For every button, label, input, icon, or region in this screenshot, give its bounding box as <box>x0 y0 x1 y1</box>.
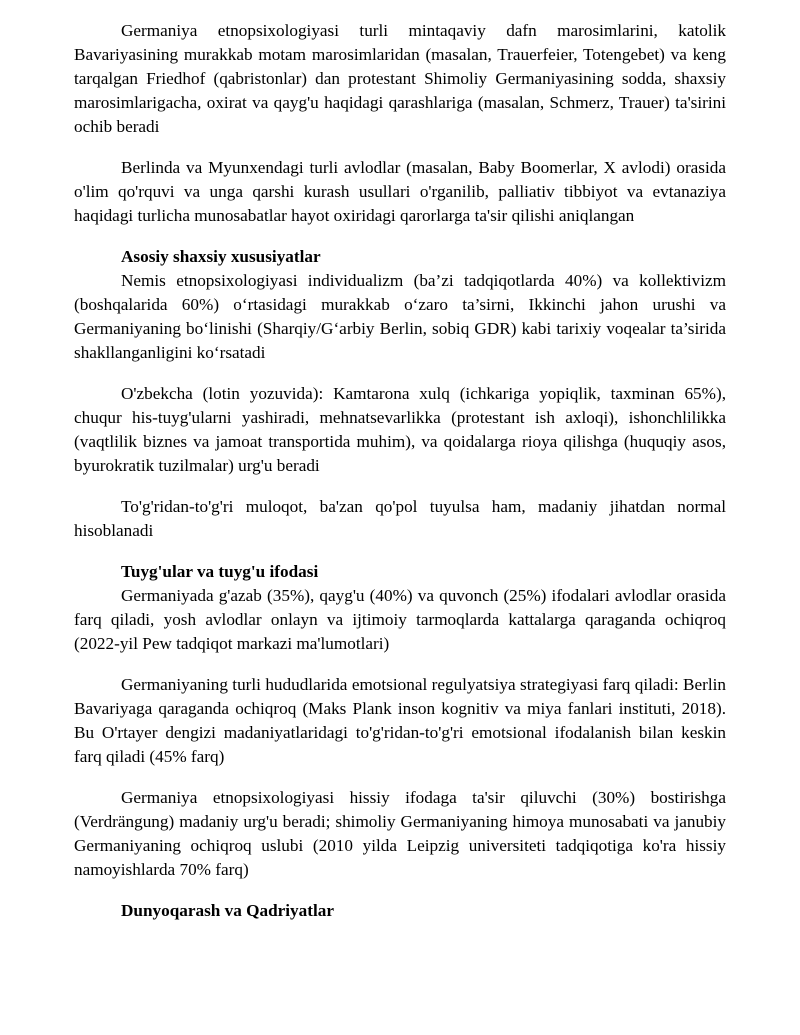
paragraph-suppression: Germaniya etnopsixologiyasi hissiy ifodaga ta'sir qiluvchi (30%) bostirishga (Verdrängung) madaniy urg'u beradi; shimoliy Germaniyaning himoya munosabati va janubiy Germaniyaning ochiqroq uslubi (2010 yilda Leipzig universiteti tadqiqotiga ko'ra hissiy namoyishlarda 70% farq) <box>74 788 726 879</box>
paragraph-funeral-rites: Germaniya etnopsixologiyasi turli mintaqaviy dafn marosimlarini, katolik Bavariyasining murakkab motam marosimlaridan (masalan, Trauerfeier, Totengebet) va keng tarqalgan Friedhof (qabristonlar) dan protestant Shimoliy Germaniyasining sodda, shaxsiy marosimlarigacha, oxirat va qayg'u haqidagi qarashlariga (masalan, Schmerz, Trauer) ta'sirini ochib beradi <box>74 21 726 136</box>
paragraph-death-attitudes: Berlinda va Myunxendagi turli avlodlar (masalan, Baby Boomerlar, X avlodi) orasida o'lim qo'rquvi va unga qarshi kurash usullari o'rganilib, palliativ tibbiyot va evtanaziya haqidagi turlicha munosabatlar hayot oxiridagi qarorlarga ta'sir qilishi aniqlangan <box>74 158 726 225</box>
paragraph-emotion-expression: Germaniyada g'azab (35%), qayg'u (40%) va quvonch (25%) ifodalari avlodlar orasida farq qiladi, yosh avlodlar onlayn va ijtimoiy tarmoqlarda kattalarga qaraganda ochiqroq (2022-yil Pew tadqiqot markazi ma'lumotlari) <box>74 586 726 653</box>
paragraph-direct-communication: To'g'ridan-to'g'ri muloqot, ba'zan qo'pol tuyulsa ham, madaniy jihatdan normal hisoblanadi <box>74 497 726 540</box>
paragraph-emotional-regulation: Germaniyaning turli hududlarida emotsional regulyatsiya strategiyasi farq qiladi: Berlin Bavariyaga qaraganda ochiqroq (Maks Plank inson kognitiv va miya fanlari instituti, 2018). Bu O'rtayer dengizi madaniyatlaridagi to'g'ridan-to'g'ri emotsional ifodalanish bilan keskin farq qiladi (45% farq) <box>74 675 726 766</box>
paragraph-modest-behavior: O'zbekcha (lotin yozuvida): Kamtarona xulq (ichkariga yopiqlik, taxminan 65%), chuqur his-tuyg'ularni yashiradi, mehnatsevarlikka (protestant ish axloqi), ishonchlilikka (vaqtlilik biznes va jamoat transportida muhim), va qoidalarga rioya qilishga (huquqiy asos, byurokratik tuzilmalar) urg'u beradi <box>74 384 726 475</box>
section-heading-worldview: Dunyoqarash va Qadriyatlar <box>121 901 334 920</box>
section-heading-personal-traits: Asosiy shaxsiy xususiyatlar <box>121 247 321 266</box>
section-heading-emotions: Tuyg'ular va tuyg'u ifodasi <box>121 562 319 581</box>
paragraph-individualism-collectivism: Nemis etnopsixologiyasi individualizm (ba’zi tadqiqotlarda 40%) va kollektivizm (boshqalarida 60%) o‘rtasidagi murakkab o‘zaro ta’sirni, Ikkinchi jahon urushi va Germaniyaning bo‘linishi (Sharqiy/G‘arbiy Berlin, sobiq GDR) kabi tarixiy voqealar ta’sirida shakllanganligini ko‘rsatadi <box>74 271 726 362</box>
